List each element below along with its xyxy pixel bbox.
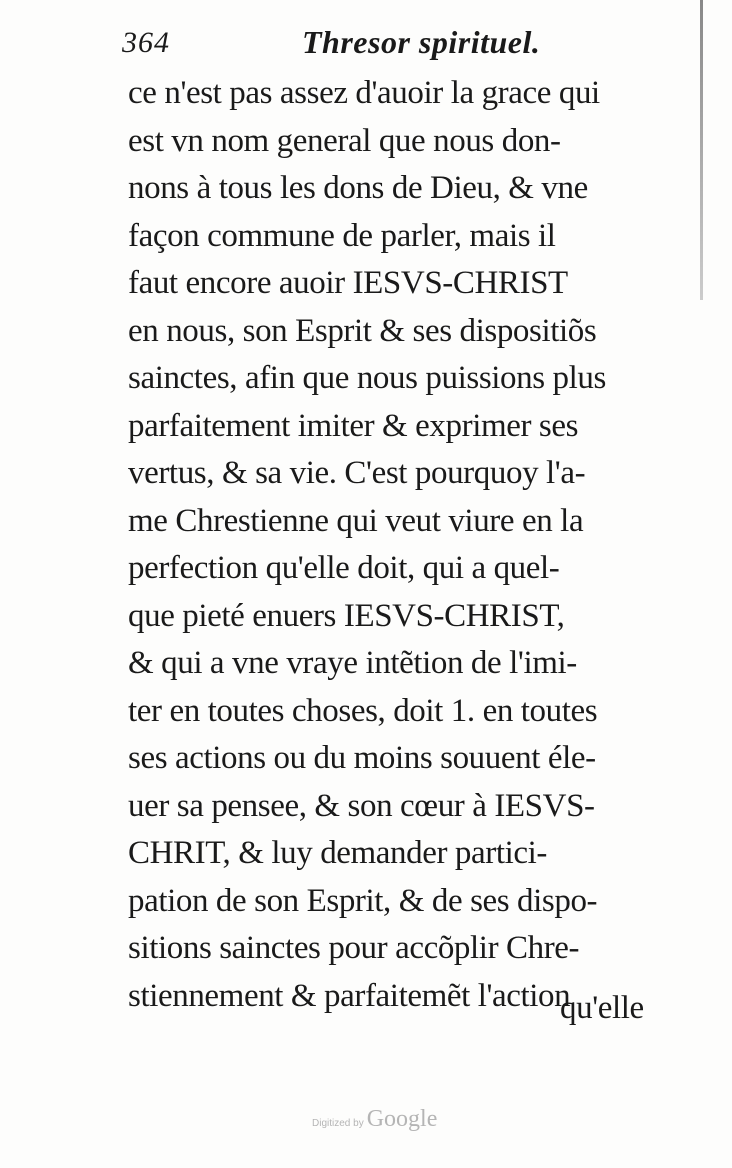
google-logo: Google (366, 1106, 438, 1132)
text-line: sitions sainctes pour accõplir Chre- (128, 930, 580, 966)
digitized-watermark (312, 1106, 437, 1133)
text-line: ce n'est pas assez d'auoir la grace qui (128, 75, 600, 111)
text-line: uer sa pensee, & son cœur à IESVS- (128, 787, 595, 824)
text-line: parfaitement imiter & exprimer ses (128, 407, 579, 444)
watermark-prefix: Digitized by (312, 1118, 364, 1129)
text-line: me Chrestienne qui veut viure en la (128, 502, 584, 539)
text-line: perfection qu'elle doit, qui a quel- (128, 550, 560, 586)
text-line: ses actions ou du moins souuent éle- (128, 740, 596, 776)
running-title: Thresor spirituel. (302, 24, 541, 60)
text-line: CHRIT, & luy demander partici- (128, 835, 548, 871)
text-line: que pieté enuers IESVS-CHRIST, (128, 597, 565, 634)
page-header (122, 22, 582, 68)
text-line: faut encore auoir IESVS-CHRIST (128, 265, 568, 301)
text-line: nons à tous les dons de Dieu, & vne (128, 170, 588, 206)
text-line: façon commune de parler, mais il (128, 217, 556, 254)
page-edge-shadow (700, 0, 703, 300)
text-line: ter en toutes choses, doit 1. en toutes (128, 692, 598, 729)
text-line: pation de son Esprit, & de ses dispo- (128, 882, 598, 919)
text-line: en nous, son Esprit & ses dispositiõs (128, 312, 597, 349)
text-line: vertus, & sa vie. C'est pourquoy l'a- (128, 455, 586, 491)
catchword: qu'elle (560, 990, 644, 1026)
page-number: 364 (122, 26, 170, 59)
text-line: est vn nom general que nous don- (128, 122, 561, 159)
text-line: sainctes, afin que nous puissions plus (128, 360, 606, 396)
body-text (128, 70, 668, 1020)
text-line: & qui a vne vraye intẽtion de l'imi- (128, 645, 577, 681)
text-line: stiennement & parfaitemẽt l'action (128, 977, 571, 1014)
